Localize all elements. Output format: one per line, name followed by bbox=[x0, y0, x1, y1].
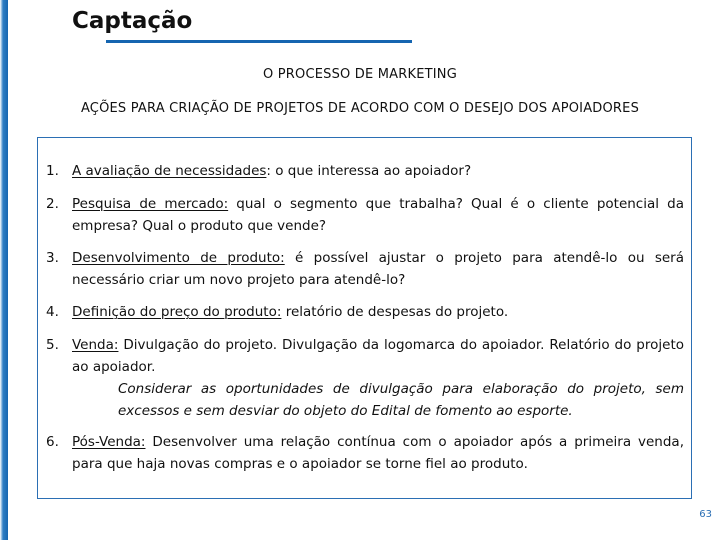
item-content bbox=[72, 301, 684, 323]
item-number: 5. bbox=[46, 337, 59, 353]
title-underline bbox=[106, 40, 412, 43]
item-number: 1. bbox=[46, 163, 59, 179]
item-number: 2. bbox=[46, 196, 59, 212]
slide-title: Captação bbox=[72, 8, 193, 34]
list-item bbox=[46, 431, 684, 475]
item-number: 6. bbox=[46, 434, 59, 450]
item-number: 3. bbox=[46, 250, 59, 266]
section-subheading: AÇÕES PARA CRIAÇÃO DE PROJETOS DE ACORDO COM O DESEJO DOS APOIADORES bbox=[80, 101, 640, 116]
item-text: Divulgação do projeto. Divulgação da logomarca do apoiador. Relatório do projeto ao apoiador. bbox=[72, 337, 684, 375]
page-number: 63 bbox=[699, 509, 712, 520]
item-term: Desenvolvimento de produto: bbox=[72, 250, 285, 266]
item-term: Definição do preço do produto: bbox=[72, 304, 282, 320]
item-note: Considerar as oportunidades de divulgação para elaboração do projeto, sem excessos e sem desviar do objeto do Edital de fomento ao esporte. bbox=[118, 381, 684, 419]
item-text: : o que interessa ao apoiador? bbox=[266, 163, 472, 179]
item-content bbox=[72, 334, 684, 422]
section-heading: O PROCESSO DE MARKETING bbox=[262, 67, 458, 82]
item-text: Desenvolver uma relação contínua com o apoiador após a primeira venda, para que haja novas compras e o apoiador se torne fiel ao produto. bbox=[72, 434, 684, 472]
item-content bbox=[72, 160, 684, 182]
item-content bbox=[72, 247, 684, 291]
item-text: é possível ajustar o projeto para atendê-lo ou será necessário criar um novo projeto para atendê-lo? bbox=[72, 250, 684, 288]
item-term: A avaliação de necessidades bbox=[72, 163, 267, 179]
list-item bbox=[46, 160, 684, 182]
list-item bbox=[46, 247, 684, 291]
list-item bbox=[46, 193, 684, 237]
item-term: Pós-Venda: bbox=[72, 434, 146, 450]
list-item bbox=[46, 334, 684, 422]
item-term: Pesquisa de mercado: bbox=[72, 196, 229, 212]
item-term: Venda: bbox=[72, 337, 119, 353]
item-text: relatório de despesas do projeto. bbox=[281, 304, 509, 320]
item-number: 4. bbox=[46, 304, 59, 320]
item-content bbox=[72, 193, 684, 237]
item-content bbox=[72, 431, 684, 475]
item-text: qual o segmento que trabalha? Qual é o cliente potencial da empresa? Qual o produto que vende? bbox=[72, 196, 684, 234]
list-item bbox=[46, 301, 684, 323]
